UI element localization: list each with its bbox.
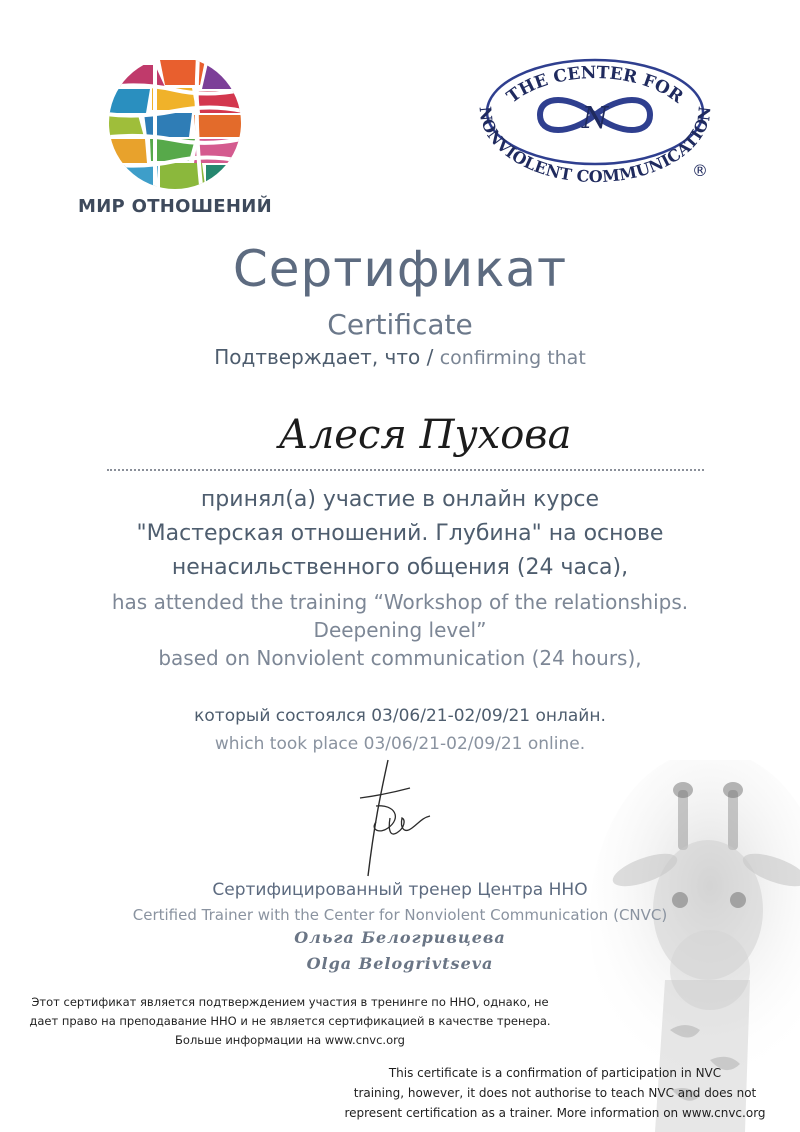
confirm-en: confirming that: [439, 347, 586, 369]
trainer-title-ru: Сертифицированный тренер Центра ННО: [212, 880, 588, 900]
disclaimer-ru-line: дает право на преподавание ННО и не является сертификацией в качестве тренера.: [29, 1014, 551, 1028]
disclaimer-en-line: This certificate is a confirmation of participation in NVC: [388, 1066, 722, 1080]
confirm-ru: Подтверждает, что /: [214, 345, 434, 369]
mosaic-circle-logo-icon: [100, 55, 250, 195]
trainer-title-en: Certified Trainer with the Center for Nonviolent Communication (CNVC): [132, 906, 668, 924]
confirm-line: [0, 345, 800, 369]
disclaimer-ru-line: Этот сертификат является подтверждением участия в тренинге по ННО, однако, не: [31, 995, 549, 1009]
left-logo-text: МИР ОТНОШЕНИЙ: [77, 196, 272, 217]
dates-ru: который состоялся 03/06/21-02/09/21 онлайн.: [194, 706, 606, 726]
svg-text:NONVIOLENT COMMUNICATION: NONVIOLENT COMMUNICATION: [475, 105, 715, 187]
course-en-line: based on Nonviolent communication (24 hours),: [158, 646, 642, 670]
trainer-name-ru: Ольга Белогривцева: [294, 928, 506, 947]
course-ru-line: ненасильственного общения (24 часа),: [171, 555, 629, 580]
trainer-name-en: Olga Belogrivtseva: [306, 954, 494, 973]
svg-text:N: N: [581, 101, 609, 136]
svg-text:®: ®: [692, 161, 708, 180]
page-subtitle: Certificate: [327, 308, 473, 341]
disclaimer-en-line: represent certification as a trainer. More information on www.cnvc.org: [344, 1106, 766, 1120]
svg-text:THE CENTER FOR: THE CENTER FOR: [503, 62, 687, 108]
course-en-line: has attended the training “Workshop of the relationships.: [111, 590, 689, 614]
disclaimer-ru-line: Больше информации на www.cnvc.org: [175, 1033, 405, 1047]
course-en-line: Deepening level”: [313, 618, 487, 642]
name-divider: [107, 469, 704, 471]
signature-icon: [340, 758, 450, 878]
disclaimer-en: [320, 1063, 790, 1123]
course-ru-line: "Мастерская отношений. Глубина" на основе: [136, 521, 664, 546]
dates-en: which took place 03/06/21-02/09/21 online.: [214, 734, 586, 754]
disclaimer-ru: [10, 993, 570, 1050]
course-ru-line: принял(а) участие в онлайн курсе: [200, 487, 600, 512]
page-title: Сертификат: [232, 240, 568, 298]
recipient-name: Алеся Пухова: [278, 412, 572, 458]
disclaimer-en-line: training, however, it does not authorise to teach NVC and does not: [353, 1086, 757, 1100]
cnvc-logo-icon: [470, 40, 720, 190]
